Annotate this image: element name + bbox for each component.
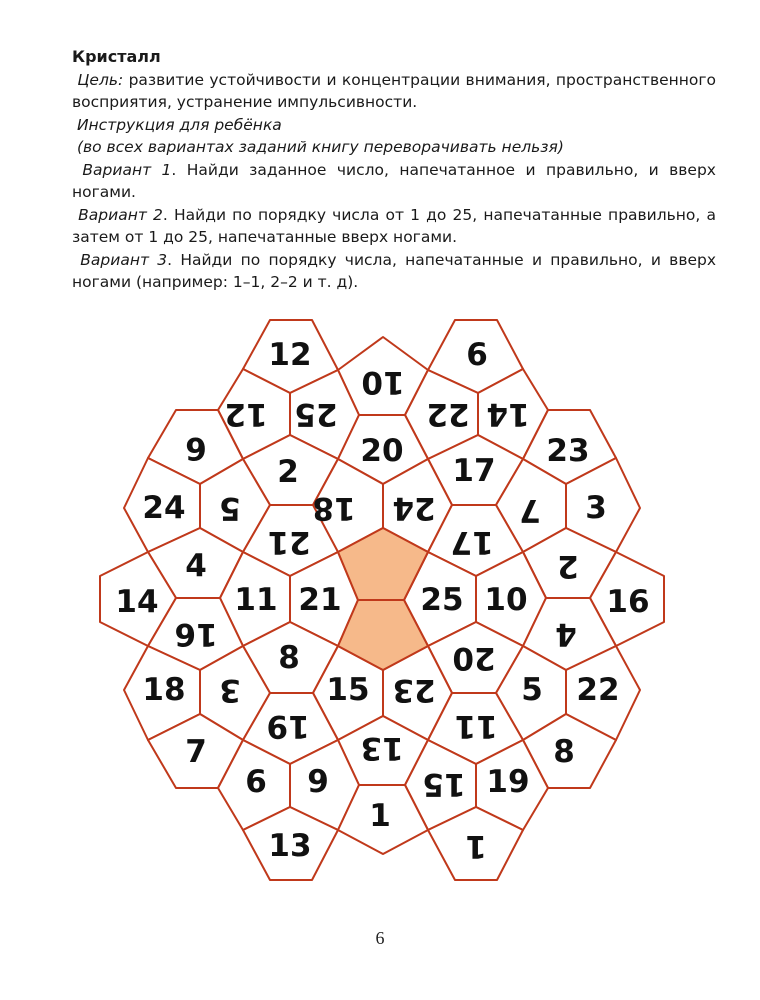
number-upright: 17 [452, 453, 496, 489]
number-upright: 18 [142, 672, 186, 708]
number-upside-down: 5 [219, 490, 241, 526]
number-upside-down: 21 [267, 524, 311, 560]
variant-1-text: . Найди заданное число, напечатанное и правильно, и вверх ногами. [72, 160, 716, 201]
number-upright: 11 [234, 582, 278, 618]
number-upright: 23 [546, 433, 590, 469]
number-upside-down: 13 [360, 730, 404, 766]
number-upright: 19 [486, 764, 530, 800]
page-number: 6 [375, 928, 385, 948]
number-upright: 10 [484, 582, 528, 618]
goal-text: развитие устойчивости и концентрации внимания, пространственного восприятия, устранение импульсивности. [72, 70, 716, 111]
variant-3-label: Вариант 3 [80, 250, 168, 269]
number-upside-down: 15 [422, 766, 466, 802]
number-upright: 13 [268, 828, 312, 864]
number-upright: 21 [298, 582, 342, 618]
variant-2-text: . Найди по порядку числа от 1 до 25, напечатанные правильно, а затем от 1 до 25, напечатанные вверх ногами. [72, 205, 716, 246]
variant-3-text: . Найди по порядку числа, напечатанные и правильно, и вверх ногами (например: 1–1, 2–2 и т. д). [72, 250, 716, 291]
number-upright: 3 [585, 490, 607, 526]
number-upside-down: 6 [185, 430, 207, 466]
number-upside-down: 20 [452, 640, 496, 676]
number-upside-down: 24 [392, 490, 436, 526]
number-upright: 1 [369, 798, 391, 834]
number-upright: 6 [466, 337, 488, 373]
number-upright: 8 [553, 734, 575, 770]
number-upside-down: 12 [224, 396, 268, 432]
number-upside-down: 19 [266, 708, 310, 744]
number-upside-down: 23 [392, 672, 436, 708]
number-upright: 4 [185, 548, 207, 584]
number-upright: 16 [606, 584, 650, 620]
number-upside-down: 2 [557, 548, 579, 584]
variant-2-label: Вариант 2 [78, 205, 163, 224]
number-upright: 20 [360, 433, 404, 469]
number-upright: 24 [142, 490, 186, 526]
number-upside-down: 18 [312, 490, 356, 526]
number-upside-down: 11 [454, 708, 498, 744]
goal-label: Цель: [77, 70, 124, 89]
number-upside-down: 22 [426, 396, 470, 432]
number-upside-down: 16 [174, 616, 218, 652]
number-upside-down: 7 [519, 492, 541, 528]
number-upright: 25 [420, 582, 464, 618]
number-upright: 6 [245, 764, 267, 800]
exercise-title: Кристалл [72, 47, 161, 66]
number-upside-down: 25 [294, 396, 338, 432]
number-upside-down: 17 [450, 524, 494, 560]
variant-1-label: Вариант 1 [82, 160, 172, 179]
number-upside-down: 4 [555, 616, 577, 652]
number-upright: 9 [307, 764, 329, 800]
instruction-title-text: Инструкция для ребёнка [76, 115, 282, 134]
number-upside-down: 3 [219, 672, 241, 708]
number-upright: 2 [277, 454, 299, 490]
number-upright: 5 [521, 672, 543, 708]
number-upright: 22 [576, 672, 620, 708]
number-upright: 12 [268, 337, 312, 373]
number-upside-down: 10 [361, 364, 405, 400]
number-upside-down: 14 [486, 396, 530, 432]
number-upright: 7 [185, 734, 207, 770]
number-upright: 15 [326, 672, 370, 708]
number-upright: 8 [278, 640, 300, 676]
number-upright: 14 [115, 584, 159, 620]
number-upside-down: 1 [465, 828, 487, 864]
instruction-note-text: (во всех вариантах заданий книгу переворачивать нельзя) [76, 138, 564, 156]
